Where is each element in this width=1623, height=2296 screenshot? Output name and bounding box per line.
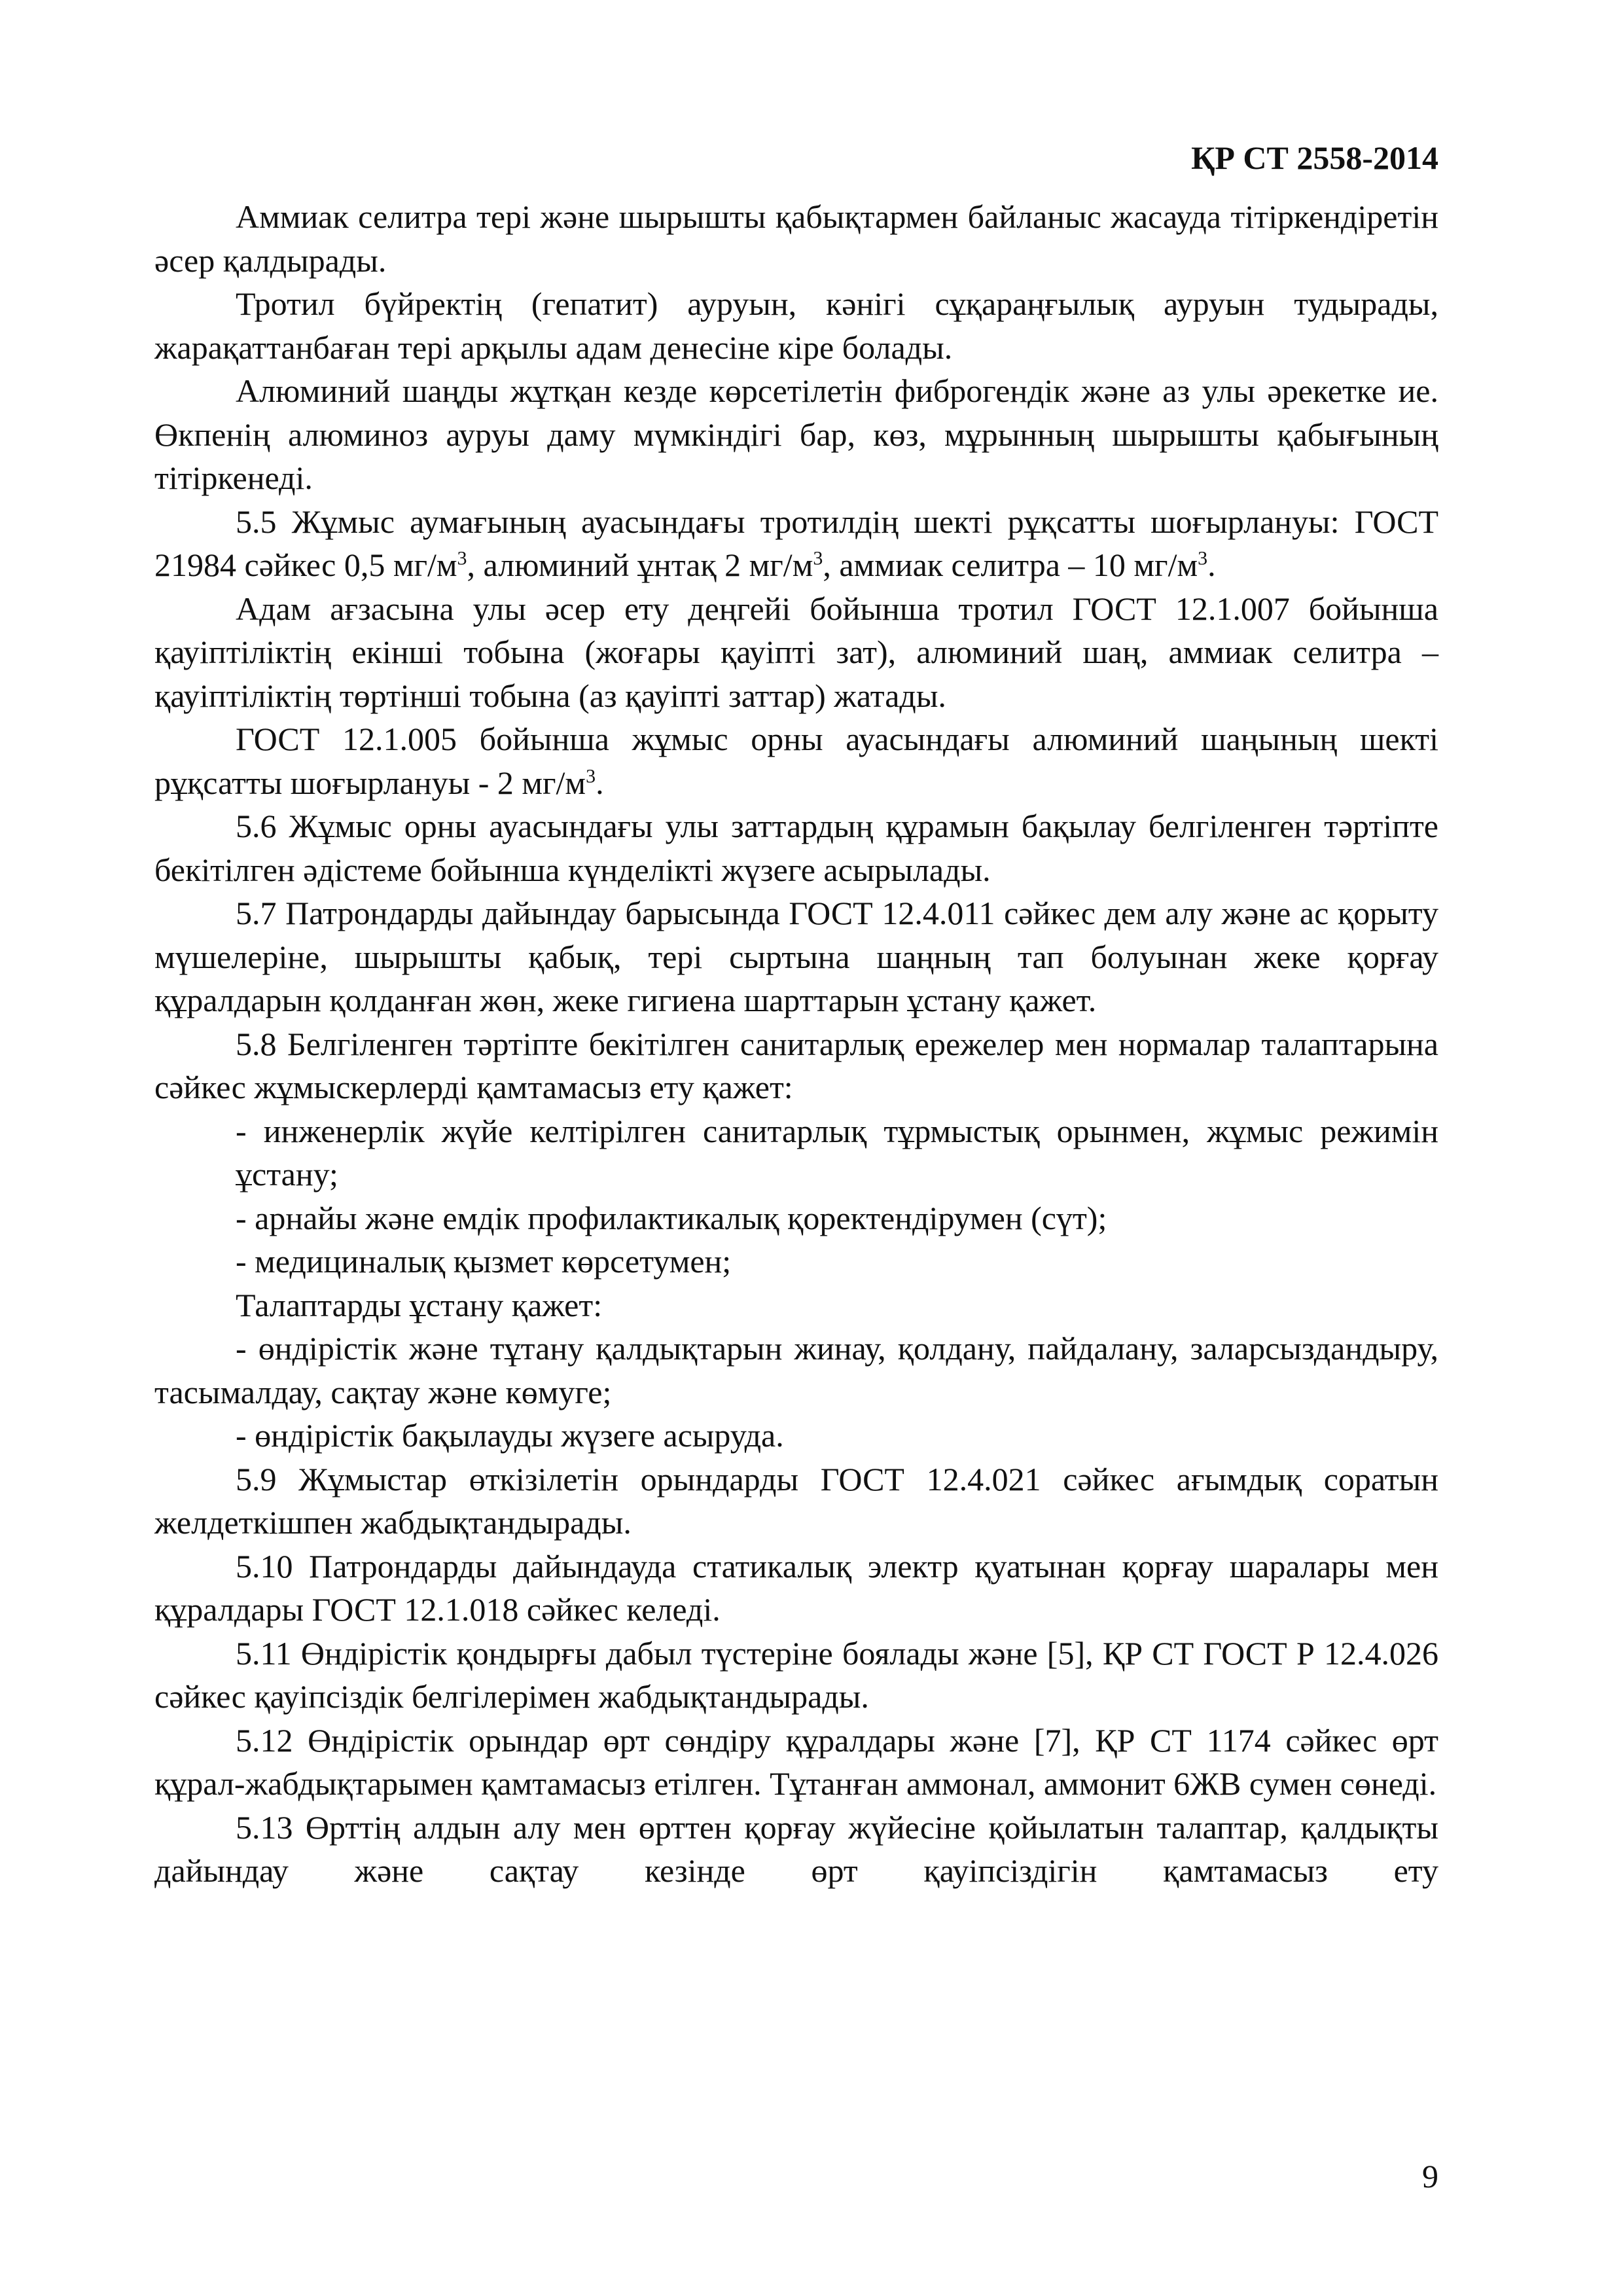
gost005-text1: ГОСТ 12.1.005 бойынша жұмыс орны ауасындағы алюминий шаңының шекті рұқсатты шоғырлануы - 2 мг/м: [154, 721, 1438, 801]
paragraph-gost-12-1-005: [154, 717, 1438, 804]
list-item: - инженерлік жүйе келтірілген санитарлық тұрмыстық орынмен, жұмыс режимін ұстану;: [236, 1112, 1438, 1193]
requirements-intro: Талаптарды ұстану қажет:: [236, 1286, 603, 1323]
document-standard-id: ҚР СТ 2558-2014: [1191, 139, 1438, 176]
paragraph-5-6: 5.6 Жұмыс орны ауасындағы улы заттардың құрамын бақылау белгіленген тәртіпте бекітілген әдістеме бойынша күнделікті жүзеге асырылады.: [154, 808, 1438, 888]
paragraph-5-9: 5.9 Жұмыстар өткізілетін орындарды ГОСТ 12.4.021 сәйкес ағымдық соратын желдеткішпен жабдықтандырады.: [154, 1460, 1438, 1541]
p55-sup-2: 3: [813, 547, 823, 569]
paragraph-ammonium-nitrate: Аммиак селитра тері және шырышты қабықтармен байланыс жасауда тітіркендіретін әсер қалдырады.: [154, 198, 1438, 279]
p55-text3: , аммиак селитра – 10 мг/м: [823, 547, 1198, 583]
p55-text2: , алюминий ұнтақ 2 мг/м: [467, 547, 813, 583]
paragraph-5-13: 5.13 Өрттің алдын алу мен өрттен қорғау жүйесіне қойылатын талаптар, қалдықты дайындау және сақтау кезінде өрт қауіпсіздігін қамтамасыз ету: [154, 1808, 1438, 1889]
gost005-text2: .: [596, 764, 604, 801]
paragraph-aluminium: Алюминий шаңды жұтқан кезде көрсетілетін фиброгендік және аз улы әрекетке ие. Өкпенің алюминоз ауруы даму мүмкіндігі бар, көз, мұрынның шырышты қабығының тітіркенеді.: [154, 372, 1438, 496]
gost005-sup: 3: [586, 764, 596, 787]
p55-sup-1: 3: [457, 547, 467, 569]
list-item: - медициналық қызмет көрсетумен;: [236, 1243, 732, 1280]
paragraph-5-10: 5.10 Патрондарды дайындауда статикалық электр қуатынан қорғау шаралары мен құралдары ГОСТ 12.1.018 сәйкес келеді.: [154, 1547, 1438, 1628]
paragraph-toxicity: Адам ағзасына улы әсер ету деңгейі бойынша тротил ГОСТ 12.1.007 бойынша қауіптіліктің екінші тобына (жоғары қауіпті зат), алюминий шаң, аммиак селитра – қауіптіліктің төртінші тобына (аз қауіпті заттар) жатады.: [154, 590, 1438, 714]
list-item: - арнайы және емдік профилактикалық қоректендірумен (сүт);: [236, 1199, 1107, 1236]
list-item: - өндірістік және тұтану қалдықтарын жинау, қолдану, пайдалану, заларсыздандыру, тасымалдау, сақтау және көмуге;: [154, 1330, 1438, 1410]
p55-text4: .: [1207, 547, 1216, 583]
paragraph-5-8: 5.8 Белгіленген тәртіпте бекітілген санитарлық ережелер мен нормалар талаптарына сәйкес жұмыскерлерді қамтамасыз ету қажет:: [154, 1025, 1438, 1105]
list-item: - өндірістік бақылауды жүзеге асыруда.: [236, 1417, 784, 1454]
document-body: [154, 195, 1438, 1893]
p55-text1: 5.5 Жұмыс аумағының ауасындағы тротилдің шекті рұқсатты шоғырлануы: ГОСТ 21984 сәйкес 0,5 мг/м: [154, 503, 1438, 583]
paragraph-5-11: 5.11 Өндірістік қондырғы дабыл түстеріне боялады және [5], ҚР СТ ГОСТ Р 12.4.026 сәйкес қауіпсіздік белгілерімен жабдықтандырады.: [154, 1634, 1438, 1715]
paragraph-5-5: [154, 500, 1438, 587]
page-number: 9: [1422, 2158, 1438, 2195]
p55-sup-3: 3: [1198, 547, 1208, 569]
paragraph-5-7: 5.7 Патрондарды дайындау барысында ГОСТ 12.4.011 сәйкес дем алу және ас қорыту мүшелеріне, шырышты қабық, тері сыртына шаңның тап болуынан жеке қорғау құралдарын қолданған жөн, жеке гигиена шарттарын ұстану қажет.: [154, 895, 1438, 1018]
paragraph-tnt: Тротил бүйректің (гепатит) ауруын, кәнігі сұқараңғылық ауруын тудырады, жарақаттанбаған тері арқылы адам денесіне кіре болады.: [154, 285, 1438, 366]
paragraph-5-12: 5.12 Өндірістік орындар өрт сөндіру құралдары және [7], ҚР СТ 1174 сәйкес өрт құрал-жабдықтарымен қамтамасыз етілген. Тұтанған аммонал, аммонит 6ЖВ сумен сөнеді.: [154, 1721, 1438, 1802]
